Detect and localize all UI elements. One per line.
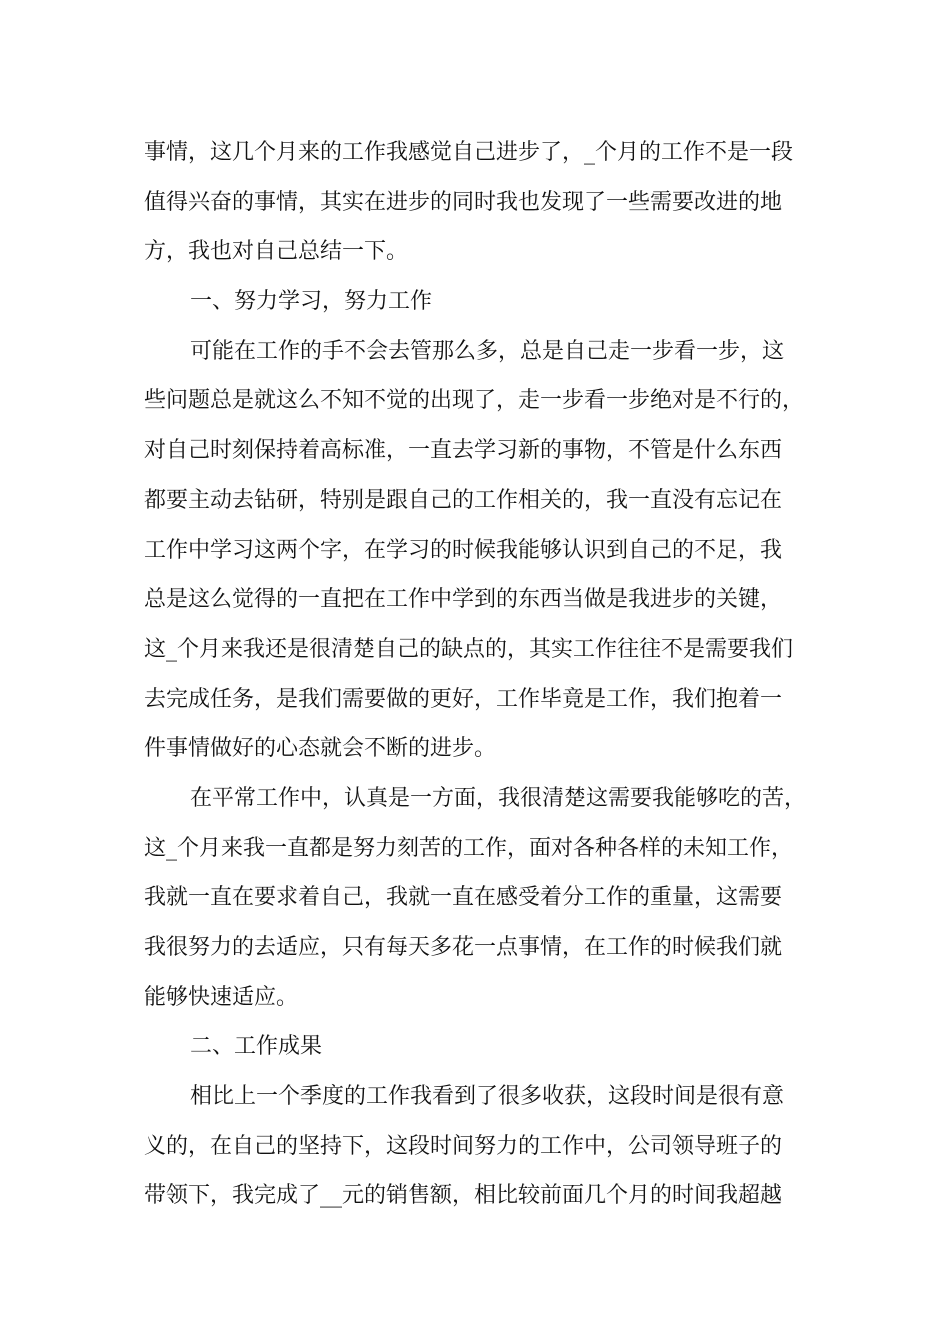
text-line: 我很努力的去适应，只有每天多花一点事情，在工作的时候我们就 — [144, 935, 783, 960]
text-line: 对自己时刻保持着高标准，一直去学习新的事物，不管是什么东西 — [144, 438, 783, 464]
text-line: 义的，在自己的坚持下，这段时间努力的工作中，公司领导班子的 — [144, 1133, 783, 1159]
text-line: 些问题总是就这么不知不觉的出现了，走一步看一步绝对是不行的， — [144, 388, 805, 414]
text-line: 值得兴奋的事情，其实在进步的同时我也发现了一些需要改进的地 — [144, 189, 783, 215]
paragraph-first-line: 二、工作成果 — [190, 1034, 323, 1060]
paragraph-first-line: 相比上一个季度的工作我看到了很多收获，这段时间是很有意 — [190, 1084, 785, 1110]
text-line: 能够快速适应。 — [144, 984, 299, 1010]
text-line: 去完成任务，是我们需要做的更好，工作毕竟是工作，我们抱着一 — [144, 686, 783, 712]
text-line: 这_个月来我一直都是努力刻苦的工作，面对各种各样的未知工作， — [144, 835, 794, 861]
text-line: 都要主动去钻研，特别是跟自己的工作相关的，我一直没有忘记在 — [144, 487, 783, 513]
text-line: 工作中学习这两个字，在学习的时候我能够认识到自己的不足，我 — [144, 537, 783, 563]
text-line: 我就一直在要求着自己，我就一直在感受着分工作的重量，这需要 — [144, 885, 783, 911]
text-line: 带领下，我完成了__元的销售额，相比较前面几个月的时间我超越 — [144, 1183, 783, 1209]
paragraph-first-line: 一、努力学习，努力工作 — [190, 289, 433, 315]
paragraph-first-line: 可能在工作的手不会去管那么多，总是自己走一步看一步，这 — [190, 338, 785, 364]
document-body — [144, 128, 816, 1221]
text-line: 这_个月来我还是很清楚自己的缺点的，其实工作往往不是需要我们 — [144, 636, 794, 662]
text-line: 总是这么觉得的一直把在工作中学到的东西当做是我进步的关键， — [144, 587, 783, 613]
paragraph-first-line: 在平常工作中，认真是一方面，我很清楚这需要我能够吃的苦， — [190, 785, 807, 811]
text-line: 件事情做好的心态就会不断的进步。 — [144, 736, 497, 762]
text-line: 事情，这几个月来的工作我感觉自己进步了，_个月的工作不是一段 — [144, 140, 794, 165]
text-line: 方，我也对自己总结一下。 — [144, 239, 409, 265]
